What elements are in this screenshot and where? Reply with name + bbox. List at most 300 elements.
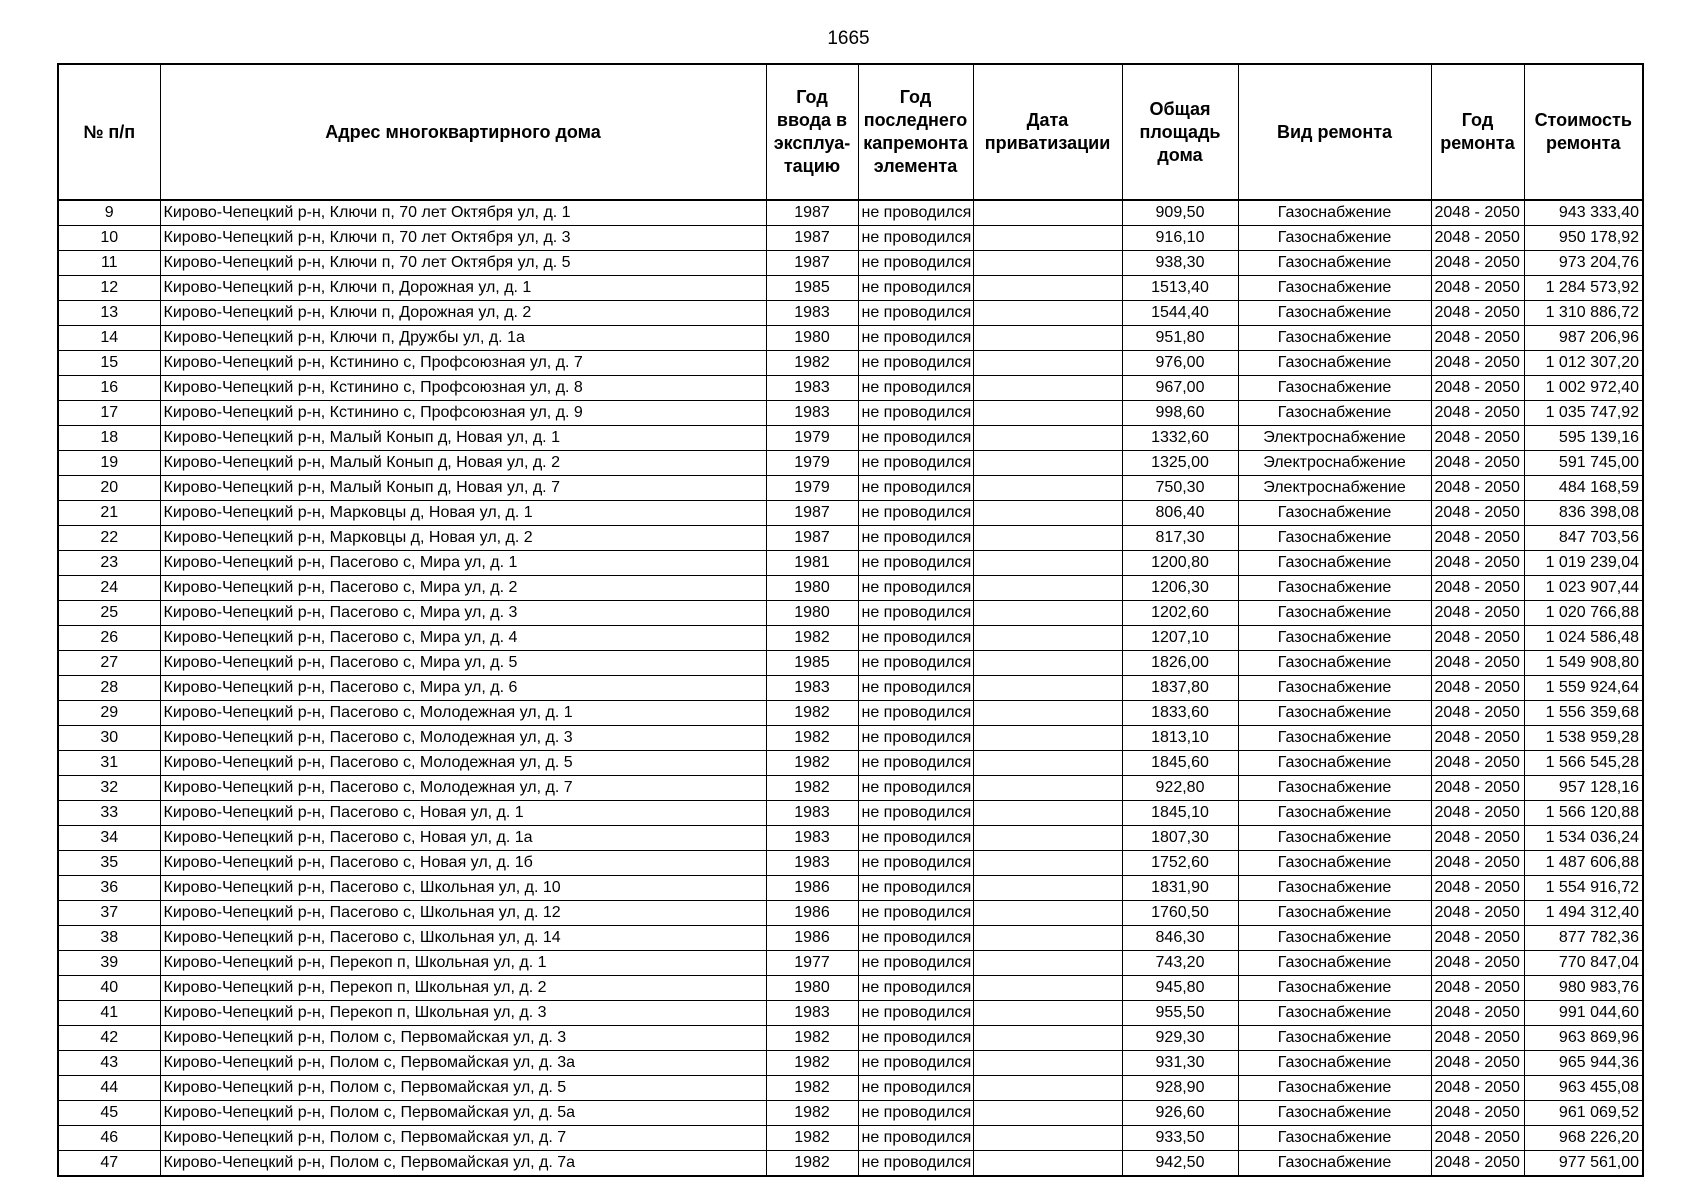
table-row xyxy=(58,526,1643,551)
cell-year-built: 1982 xyxy=(766,1076,858,1101)
cell-num: 43 xyxy=(58,1051,160,1076)
cell-year-built: 1980 xyxy=(766,326,858,351)
cell-last-repair: не проводился xyxy=(858,576,973,601)
cell-repair-type: Газоснабжение xyxy=(1238,601,1431,626)
cell-year-built: 1983 xyxy=(766,851,858,876)
cell-last-repair: не проводился xyxy=(858,976,973,1001)
cell-year-built: 1980 xyxy=(766,976,858,1001)
cell-privatization xyxy=(973,451,1122,476)
table-row xyxy=(58,376,1643,401)
cell-num: 13 xyxy=(58,301,160,326)
cell-area: 1826,00 xyxy=(1122,651,1238,676)
cell-address: Кирово-Чепецкий р-н, Перекоп п, Школьная ул, д. 3 xyxy=(160,1001,766,1026)
table-row xyxy=(58,426,1643,451)
cell-privatization xyxy=(973,200,1122,226)
cell-last-repair: не проводился xyxy=(858,551,973,576)
cell-address: Кирово-Чепецкий р-н, Кстинино с, Профсоюзная ул, д. 9 xyxy=(160,401,766,426)
cell-area: 1845,60 xyxy=(1122,751,1238,776)
cell-year-built: 1982 xyxy=(766,726,858,751)
cell-address: Кирово-Чепецкий р-н, Пасегово с, Мира ул, д. 4 xyxy=(160,626,766,651)
header-last-repair: Год последнего капремонта элемента xyxy=(858,64,973,200)
cell-year-built: 1985 xyxy=(766,276,858,301)
cell-num: 15 xyxy=(58,351,160,376)
cell-year-built: 1983 xyxy=(766,801,858,826)
table-row xyxy=(58,651,1643,676)
table-row xyxy=(58,1026,1643,1051)
cell-year-built: 1987 xyxy=(766,226,858,251)
cell-repair-type: Газоснабжение xyxy=(1238,776,1431,801)
cell-repair-type: Газоснабжение xyxy=(1238,200,1431,226)
cell-privatization xyxy=(973,826,1122,851)
header-privatization: Дата приватизации xyxy=(973,64,1122,200)
cell-repair-year: 2048 - 2050 xyxy=(1431,501,1524,526)
cell-address: Кирово-Чепецкий р-н, Кстинино с, Профсоюзная ул, д. 8 xyxy=(160,376,766,401)
cell-address: Кирово-Чепецкий р-н, Полом с, Первомайская ул, д. 7а xyxy=(160,1151,766,1177)
cell-last-repair: не проводился xyxy=(858,376,973,401)
cell-area: 1845,10 xyxy=(1122,801,1238,826)
cell-area: 951,80 xyxy=(1122,326,1238,351)
cell-num: 22 xyxy=(58,526,160,551)
table-row xyxy=(58,826,1643,851)
cell-area: 916,10 xyxy=(1122,226,1238,251)
cell-address: Кирово-Чепецкий р-н, Марковцы д, Новая ул, д. 2 xyxy=(160,526,766,551)
cell-privatization xyxy=(973,676,1122,701)
cell-address: Кирово-Чепецкий р-н, Пасегово с, Новая ул, д. 1б xyxy=(160,851,766,876)
cell-repair-type: Газоснабжение xyxy=(1238,1076,1431,1101)
cell-last-repair: не проводился xyxy=(858,901,973,926)
cell-area: 1544,40 xyxy=(1122,301,1238,326)
cell-year-built: 1983 xyxy=(766,376,858,401)
cell-num: 14 xyxy=(58,326,160,351)
cell-area: 931,30 xyxy=(1122,1051,1238,1076)
cell-privatization xyxy=(973,776,1122,801)
cell-privatization xyxy=(973,226,1122,251)
cell-repair-type: Газоснабжение xyxy=(1238,926,1431,951)
cell-area: 1813,10 xyxy=(1122,726,1238,751)
cell-address: Кирово-Чепецкий р-н, Пасегово с, Молодежная ул, д. 7 xyxy=(160,776,766,801)
cell-cost: 1 024 586,48 xyxy=(1524,626,1643,651)
table-row xyxy=(58,200,1643,226)
cell-num: 40 xyxy=(58,976,160,1001)
cell-repair-year: 2048 - 2050 xyxy=(1431,1101,1524,1126)
table-row xyxy=(58,476,1643,501)
cell-last-repair: не проводился xyxy=(858,826,973,851)
cell-area: 1833,60 xyxy=(1122,701,1238,726)
cell-repair-type: Газоснабжение xyxy=(1238,826,1431,851)
cell-area: 1837,80 xyxy=(1122,676,1238,701)
cell-last-repair: не проводился xyxy=(858,651,973,676)
header-repair-type: Вид ремонта xyxy=(1238,64,1431,200)
cell-privatization xyxy=(973,1026,1122,1051)
table-row xyxy=(58,551,1643,576)
cell-privatization xyxy=(973,1151,1122,1177)
cell-last-repair: не проводился xyxy=(858,1101,973,1126)
cell-cost: 595 139,16 xyxy=(1524,426,1643,451)
cell-last-repair: не проводился xyxy=(858,851,973,876)
cell-repair-type: Газоснабжение xyxy=(1238,1151,1431,1177)
table-row xyxy=(58,751,1643,776)
cell-last-repair: не проводился xyxy=(858,1051,973,1076)
cell-repair-type: Газоснабжение xyxy=(1238,1126,1431,1151)
cell-cost: 1 494 312,40 xyxy=(1524,901,1643,926)
cell-address: Кирово-Чепецкий р-н, Пасегово с, Новая ул, д. 1 xyxy=(160,801,766,826)
cell-cost: 957 128,16 xyxy=(1524,776,1643,801)
cell-area: 929,30 xyxy=(1122,1026,1238,1051)
cell-address: Кирово-Чепецкий р-н, Полом с, Первомайская ул, д. 5а xyxy=(160,1101,766,1126)
cell-address: Кирово-Чепецкий р-н, Малый Конып д, Новая ул, д. 1 xyxy=(160,426,766,451)
cell-num: 28 xyxy=(58,676,160,701)
cell-area: 998,60 xyxy=(1122,401,1238,426)
cell-last-repair: не проводился xyxy=(858,326,973,351)
cell-address: Кирово-Чепецкий р-н, Пасегово с, Школьная ул, д. 10 xyxy=(160,876,766,901)
cell-cost: 977 561,00 xyxy=(1524,1151,1643,1177)
cell-cost: 961 069,52 xyxy=(1524,1101,1643,1126)
table-row xyxy=(58,276,1643,301)
cell-cost: 1 487 606,88 xyxy=(1524,851,1643,876)
cell-cost: 987 206,96 xyxy=(1524,326,1643,351)
cell-privatization xyxy=(973,601,1122,626)
cell-address: Кирово-Чепецкий р-н, Полом с, Первомайская ул, д. 7 xyxy=(160,1126,766,1151)
table-row xyxy=(58,576,1643,601)
cell-num: 10 xyxy=(58,226,160,251)
cell-repair-type: Газоснабжение xyxy=(1238,1001,1431,1026)
cell-year-built: 1986 xyxy=(766,876,858,901)
table-row xyxy=(58,701,1643,726)
cell-repair-year: 2048 - 2050 xyxy=(1431,276,1524,301)
cell-repair-type: Газоснабжение xyxy=(1238,251,1431,276)
cell-cost: 980 983,76 xyxy=(1524,976,1643,1001)
cell-repair-year: 2048 - 2050 xyxy=(1431,626,1524,651)
cell-cost: 1 310 886,72 xyxy=(1524,301,1643,326)
cell-num: 24 xyxy=(58,576,160,601)
cell-repair-type: Газоснабжение xyxy=(1238,801,1431,826)
cell-num: 29 xyxy=(58,701,160,726)
table-row xyxy=(58,1076,1643,1101)
cell-repair-year: 2048 - 2050 xyxy=(1431,326,1524,351)
cell-last-repair: не проводился xyxy=(858,876,973,901)
cell-address: Кирово-Чепецкий р-н, Ключи п, 70 лет Октября ул, д. 1 xyxy=(160,200,766,226)
cell-repair-type: Газоснабжение xyxy=(1238,501,1431,526)
cell-last-repair: не проводился xyxy=(858,476,973,501)
cell-repair-year: 2048 - 2050 xyxy=(1431,226,1524,251)
cell-last-repair: не проводился xyxy=(858,676,973,701)
cell-area: 926,60 xyxy=(1122,1101,1238,1126)
header-cost: Стоимость ремонта xyxy=(1524,64,1643,200)
table-row xyxy=(58,776,1643,801)
cell-num: 26 xyxy=(58,626,160,651)
table-row xyxy=(58,951,1643,976)
header-year-built: Год ввода в эксплуа-тацию xyxy=(766,64,858,200)
cell-area: 945,80 xyxy=(1122,976,1238,1001)
table-row xyxy=(58,926,1643,951)
cell-cost: 836 398,08 xyxy=(1524,501,1643,526)
cell-repair-type: Газоснабжение xyxy=(1238,976,1431,1001)
cell-cost: 950 178,92 xyxy=(1524,226,1643,251)
cell-last-repair: не проводился xyxy=(858,701,973,726)
cell-privatization xyxy=(973,526,1122,551)
cell-area: 909,50 xyxy=(1122,200,1238,226)
cell-repair-type: Газоснабжение xyxy=(1238,726,1431,751)
cell-area: 933,50 xyxy=(1122,1126,1238,1151)
cell-privatization xyxy=(973,251,1122,276)
cell-num: 23 xyxy=(58,551,160,576)
cell-cost: 877 782,36 xyxy=(1524,926,1643,951)
table-body xyxy=(58,200,1643,1176)
cell-privatization xyxy=(973,876,1122,901)
cell-cost: 1 012 307,20 xyxy=(1524,351,1643,376)
cell-cost: 991 044,60 xyxy=(1524,1001,1643,1026)
cell-cost: 1 566 120,88 xyxy=(1524,801,1643,826)
cell-area: 1325,00 xyxy=(1122,451,1238,476)
cell-area: 1513,40 xyxy=(1122,276,1238,301)
cell-year-built: 1982 xyxy=(766,1126,858,1151)
cell-repair-year: 2048 - 2050 xyxy=(1431,351,1524,376)
cell-last-repair: не проводился xyxy=(858,251,973,276)
repair-table xyxy=(57,63,1644,1177)
cell-cost: 1 020 766,88 xyxy=(1524,601,1643,626)
cell-area: 1202,60 xyxy=(1122,601,1238,626)
cell-privatization xyxy=(973,851,1122,876)
cell-last-repair: не проводился xyxy=(858,776,973,801)
cell-repair-type: Газоснабжение xyxy=(1238,351,1431,376)
cell-last-repair: не проводился xyxy=(858,351,973,376)
table-row xyxy=(58,301,1643,326)
cell-cost: 1 019 239,04 xyxy=(1524,551,1643,576)
cell-repair-type: Газоснабжение xyxy=(1238,651,1431,676)
cell-privatization xyxy=(973,376,1122,401)
cell-cost: 770 847,04 xyxy=(1524,951,1643,976)
cell-address: Кирово-Чепецкий р-н, Малый Конып д, Новая ул, д. 2 xyxy=(160,451,766,476)
table-row xyxy=(58,676,1643,701)
cell-address: Кирово-Чепецкий р-н, Пасегово с, Мира ул, д. 2 xyxy=(160,576,766,601)
cell-year-built: 1982 xyxy=(766,751,858,776)
cell-address: Кирово-Чепецкий р-н, Ключи п, Дорожная ул, д. 1 xyxy=(160,276,766,301)
cell-year-built: 1979 xyxy=(766,451,858,476)
cell-repair-year: 2048 - 2050 xyxy=(1431,976,1524,1001)
cell-num: 25 xyxy=(58,601,160,626)
cell-repair-type: Газоснабжение xyxy=(1238,576,1431,601)
cell-last-repair: не проводился xyxy=(858,276,973,301)
cell-last-repair: не проводился xyxy=(858,626,973,651)
cell-last-repair: не проводился xyxy=(858,601,973,626)
cell-year-built: 1983 xyxy=(766,676,858,701)
cell-last-repair: не проводился xyxy=(858,1151,973,1177)
table-row xyxy=(58,1101,1643,1126)
cell-repair-year: 2048 - 2050 xyxy=(1431,576,1524,601)
cell-last-repair: не проводился xyxy=(858,951,973,976)
cell-repair-type: Газоснабжение xyxy=(1238,526,1431,551)
header-num: № п/п xyxy=(58,64,160,200)
cell-repair-type: Газоснабжение xyxy=(1238,226,1431,251)
cell-privatization xyxy=(973,751,1122,776)
cell-address: Кирово-Чепецкий р-н, Пасегово с, Молодежная ул, д. 3 xyxy=(160,726,766,751)
cell-repair-type: Газоснабжение xyxy=(1238,951,1431,976)
cell-year-built: 1982 xyxy=(766,351,858,376)
cell-privatization xyxy=(973,301,1122,326)
cell-repair-year: 2048 - 2050 xyxy=(1431,701,1524,726)
cell-address: Кирово-Чепецкий р-н, Пасегово с, Новая ул, д. 1а xyxy=(160,826,766,851)
table-row xyxy=(58,501,1643,526)
cell-repair-type: Электроснабжение xyxy=(1238,451,1431,476)
cell-repair-year: 2048 - 2050 xyxy=(1431,476,1524,501)
cell-repair-year: 2048 - 2050 xyxy=(1431,1001,1524,1026)
cell-address: Кирово-Чепецкий р-н, Ключи п, Дружбы ул, д. 1а xyxy=(160,326,766,351)
cell-address: Кирово-Чепецкий р-н, Полом с, Первомайская ул, д. 3 xyxy=(160,1026,766,1051)
cell-address: Кирово-Чепецкий р-н, Перекоп п, Школьная ул, д. 1 xyxy=(160,951,766,976)
cell-last-repair: не проводился xyxy=(858,1126,973,1151)
cell-last-repair: не проводился xyxy=(858,1076,973,1101)
table-row xyxy=(58,226,1643,251)
cell-repair-year: 2048 - 2050 xyxy=(1431,251,1524,276)
cell-area: 942,50 xyxy=(1122,1151,1238,1177)
cell-repair-type: Газоснабжение xyxy=(1238,626,1431,651)
cell-repair-type: Газоснабжение xyxy=(1238,676,1431,701)
header-area: Общая площадь дома xyxy=(1122,64,1238,200)
cell-num: 33 xyxy=(58,801,160,826)
cell-repair-year: 2048 - 2050 xyxy=(1431,651,1524,676)
cell-privatization xyxy=(973,276,1122,301)
cell-repair-type: Газоснабжение xyxy=(1238,851,1431,876)
table-row xyxy=(58,626,1643,651)
cell-address: Кирово-Чепецкий р-н, Малый Конып д, Новая ул, д. 7 xyxy=(160,476,766,501)
cell-address: Кирово-Чепецкий р-н, Пасегово с, Мира ул, д. 1 xyxy=(160,551,766,576)
cell-last-repair: не проводился xyxy=(858,801,973,826)
cell-last-repair: не проводился xyxy=(858,426,973,451)
cell-area: 1752,60 xyxy=(1122,851,1238,876)
cell-privatization xyxy=(973,726,1122,751)
cell-repair-type: Газоснабжение xyxy=(1238,326,1431,351)
cell-cost: 1 556 359,68 xyxy=(1524,701,1643,726)
cell-year-built: 1983 xyxy=(766,1001,858,1026)
cell-last-repair: не проводился xyxy=(858,501,973,526)
cell-address: Кирово-Чепецкий р-н, Пасегово с, Школьная ул, д. 14 xyxy=(160,926,766,951)
cell-repair-type: Газоснабжение xyxy=(1238,1051,1431,1076)
cell-cost: 1 559 924,64 xyxy=(1524,676,1643,701)
cell-area: 938,30 xyxy=(1122,251,1238,276)
cell-repair-year: 2048 - 2050 xyxy=(1431,526,1524,551)
cell-area: 1200,80 xyxy=(1122,551,1238,576)
cell-num: 37 xyxy=(58,901,160,926)
cell-privatization xyxy=(973,1076,1122,1101)
cell-num: 39 xyxy=(58,951,160,976)
cell-num: 47 xyxy=(58,1151,160,1177)
cell-year-built: 1982 xyxy=(766,1101,858,1126)
cell-year-built: 1981 xyxy=(766,551,858,576)
cell-year-built: 1982 xyxy=(766,1026,858,1051)
cell-year-built: 1987 xyxy=(766,200,858,226)
cell-repair-type: Электроснабжение xyxy=(1238,476,1431,501)
cell-cost: 1 035 747,92 xyxy=(1524,401,1643,426)
cell-num: 16 xyxy=(58,376,160,401)
cell-repair-year: 2048 - 2050 xyxy=(1431,1151,1524,1177)
table-row xyxy=(58,1151,1643,1177)
cell-last-repair: не проводился xyxy=(858,926,973,951)
cell-cost: 968 226,20 xyxy=(1524,1126,1643,1151)
cell-privatization xyxy=(973,501,1122,526)
cell-last-repair: не проводился xyxy=(858,726,973,751)
cell-last-repair: не проводился xyxy=(858,401,973,426)
table-row xyxy=(58,1051,1643,1076)
cell-year-built: 1982 xyxy=(766,1051,858,1076)
table-row xyxy=(58,351,1643,376)
cell-year-built: 1982 xyxy=(766,1151,858,1177)
cell-repair-type: Газоснабжение xyxy=(1238,1101,1431,1126)
cell-repair-year: 2048 - 2050 xyxy=(1431,751,1524,776)
cell-privatization xyxy=(973,1101,1122,1126)
table-row xyxy=(58,726,1643,751)
cell-year-built: 1987 xyxy=(766,526,858,551)
cell-year-built: 1982 xyxy=(766,701,858,726)
cell-privatization xyxy=(973,426,1122,451)
cell-address: Кирово-Чепецкий р-н, Ключи п, 70 лет Октября ул, д. 5 xyxy=(160,251,766,276)
cell-num: 41 xyxy=(58,1001,160,1026)
cell-last-repair: не проводился xyxy=(858,526,973,551)
cell-year-built: 1987 xyxy=(766,501,858,526)
cell-address: Кирово-Чепецкий р-н, Пасегово с, Мира ул, д. 3 xyxy=(160,601,766,626)
cell-repair-type: Газоснабжение xyxy=(1238,276,1431,301)
cell-area: 743,20 xyxy=(1122,951,1238,976)
cell-year-built: 1986 xyxy=(766,926,858,951)
cell-num: 32 xyxy=(58,776,160,801)
cell-privatization xyxy=(973,401,1122,426)
cell-repair-type: Газоснабжение xyxy=(1238,876,1431,901)
cell-address: Кирово-Чепецкий р-н, Ключи п, Дорожная ул, д. 2 xyxy=(160,301,766,326)
cell-year-built: 1986 xyxy=(766,901,858,926)
cell-repair-year: 2048 - 2050 xyxy=(1431,376,1524,401)
cell-cost: 965 944,36 xyxy=(1524,1051,1643,1076)
table-row xyxy=(58,451,1643,476)
cell-num: 27 xyxy=(58,651,160,676)
cell-privatization xyxy=(973,901,1122,926)
table-row xyxy=(58,801,1643,826)
cell-last-repair: не проводился xyxy=(858,1001,973,1026)
cell-cost: 1 023 907,44 xyxy=(1524,576,1643,601)
cell-area: 1206,30 xyxy=(1122,576,1238,601)
cell-cost: 1 538 959,28 xyxy=(1524,726,1643,751)
cell-num: 9 xyxy=(58,200,160,226)
cell-repair-type: Электроснабжение xyxy=(1238,426,1431,451)
cell-num: 18 xyxy=(58,426,160,451)
cell-privatization xyxy=(973,476,1122,501)
cell-area: 922,80 xyxy=(1122,776,1238,801)
cell-repair-type: Газоснабжение xyxy=(1238,751,1431,776)
cell-num: 35 xyxy=(58,851,160,876)
cell-address: Кирово-Чепецкий р-н, Ключи п, 70 лет Октября ул, д. 3 xyxy=(160,226,766,251)
table-row xyxy=(58,1126,1643,1151)
cell-repair-year: 2048 - 2050 xyxy=(1431,776,1524,801)
cell-repair-year: 2048 - 2050 xyxy=(1431,901,1524,926)
cell-repair-type: Газоснабжение xyxy=(1238,551,1431,576)
cell-year-built: 1983 xyxy=(766,301,858,326)
cell-num: 45 xyxy=(58,1101,160,1126)
cell-repair-year: 2048 - 2050 xyxy=(1431,451,1524,476)
cell-area: 928,90 xyxy=(1122,1076,1238,1101)
table-row xyxy=(58,326,1643,351)
cell-area: 817,30 xyxy=(1122,526,1238,551)
cell-cost: 973 204,76 xyxy=(1524,251,1643,276)
cell-year-built: 1980 xyxy=(766,601,858,626)
cell-privatization xyxy=(973,951,1122,976)
cell-year-built: 1982 xyxy=(766,776,858,801)
cell-num: 46 xyxy=(58,1126,160,1151)
cell-cost: 847 703,56 xyxy=(1524,526,1643,551)
cell-cost: 1 534 036,24 xyxy=(1524,826,1643,851)
cell-year-built: 1982 xyxy=(766,626,858,651)
cell-privatization xyxy=(973,976,1122,1001)
cell-area: 955,50 xyxy=(1122,1001,1238,1026)
cell-num: 31 xyxy=(58,751,160,776)
cell-repair-type: Газоснабжение xyxy=(1238,1026,1431,1051)
